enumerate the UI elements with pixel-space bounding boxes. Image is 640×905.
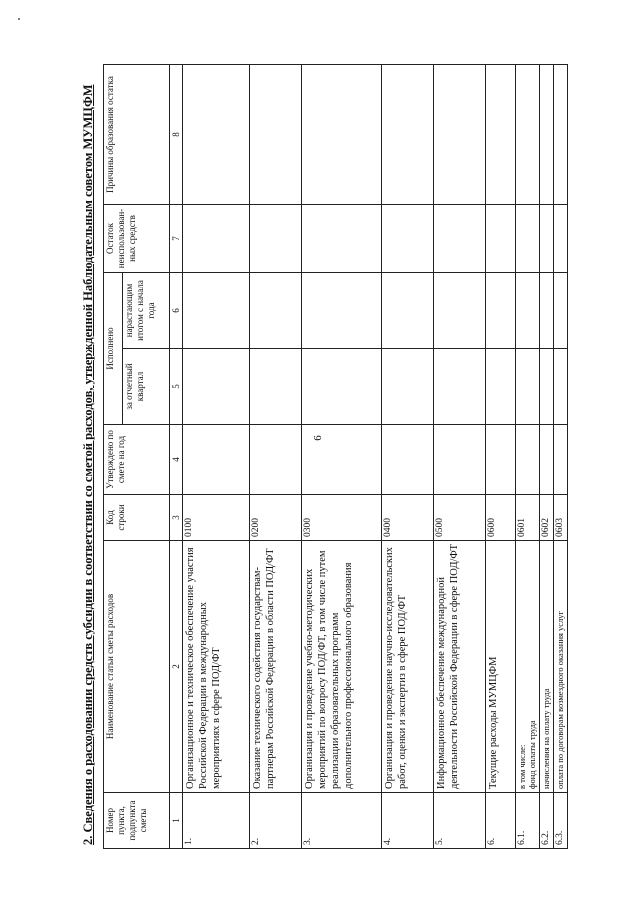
column-number: 8 bbox=[170, 65, 183, 205]
header-approved: Утверждено по смете на год bbox=[104, 425, 170, 495]
header-reasons: Причины образования остатка bbox=[104, 65, 170, 205]
row-number: 6.3. bbox=[554, 793, 568, 849]
empty-cell bbox=[382, 273, 434, 349]
header-executed: Исполнено bbox=[104, 273, 123, 425]
row-code: 0500 bbox=[434, 495, 486, 541]
row-name-prefix: в том числе: bbox=[517, 744, 527, 789]
empty-cell bbox=[554, 273, 568, 349]
empty-cell bbox=[540, 425, 554, 495]
table-row bbox=[540, 65, 554, 849]
empty-cell bbox=[516, 425, 540, 495]
row-name: Информационное обеспечение международной деятельности Российской Федерации в сфере ПОД/ФТ bbox=[434, 541, 486, 793]
empty-cell bbox=[486, 65, 516, 205]
row-name: Текущие расходы МУМЦФМ bbox=[486, 541, 516, 793]
table-row bbox=[516, 65, 540, 849]
row-number: 4. bbox=[382, 793, 434, 849]
empty-cell bbox=[382, 425, 434, 495]
empty-cell bbox=[183, 349, 250, 425]
table-row bbox=[486, 65, 516, 849]
header-number: Номер пункта, подпункта сметы bbox=[104, 793, 170, 849]
empty-cell bbox=[540, 273, 554, 349]
document-title: 2. Сведения о расходовании средств субсидии в соответствии со сметой расходов, утвержденной Наблюдательным советом МУМЦФМ bbox=[81, 84, 95, 845]
table-row bbox=[382, 65, 434, 849]
column-number: 6 bbox=[170, 273, 183, 349]
row-number: 6.1. bbox=[516, 793, 540, 849]
empty-cell bbox=[540, 65, 554, 205]
empty-cell bbox=[302, 205, 382, 273]
row-code: 0200 bbox=[250, 495, 302, 541]
empty-cell bbox=[486, 425, 516, 495]
header-name: Наименование статьи сметы расходов bbox=[104, 541, 170, 793]
empty-cell bbox=[516, 205, 540, 273]
empty-cell bbox=[302, 65, 382, 205]
row-name: Организация и проведение учебно-методических мероприятий по вопросу ПОД/ФТ, в том числе путем реализации образовательных программ дополнительного профессионального образования bbox=[302, 541, 382, 793]
header-remainder: Остаток неиспользован-ных средств bbox=[104, 205, 170, 273]
row-number: 3. bbox=[302, 793, 382, 849]
empty-cell bbox=[434, 349, 486, 425]
scan-speck bbox=[18, 18, 20, 20]
empty-cell bbox=[302, 273, 382, 349]
empty-cell bbox=[183, 273, 250, 349]
table-row bbox=[183, 65, 250, 849]
empty-cell bbox=[540, 205, 554, 273]
empty-cell bbox=[486, 273, 516, 349]
row-code: 0602 bbox=[540, 495, 554, 541]
empty-cell bbox=[250, 349, 302, 425]
row-name: начисления на оплату труда bbox=[540, 541, 554, 793]
empty-cell bbox=[554, 349, 568, 425]
empty-cell bbox=[434, 425, 486, 495]
row-code: 0400 bbox=[382, 495, 434, 541]
rotated-document bbox=[79, 59, 636, 849]
table-row bbox=[250, 65, 302, 849]
table-row bbox=[302, 65, 382, 849]
empty-cell bbox=[554, 425, 568, 495]
empty-cell bbox=[434, 65, 486, 205]
row-code: 0100 bbox=[183, 495, 250, 541]
header-executed-quarter: за отчетный квартал bbox=[123, 349, 170, 425]
row-number: 2. bbox=[250, 793, 302, 849]
row-name: оплата по договорам возмездного оказания услуг bbox=[554, 541, 568, 793]
empty-cell bbox=[516, 65, 540, 205]
column-number: 5 bbox=[170, 349, 183, 425]
row-name bbox=[516, 541, 540, 793]
row-number: 1. bbox=[183, 793, 250, 849]
header-code: Код строки bbox=[104, 495, 170, 541]
row-code: 0600 bbox=[486, 495, 516, 541]
empty-cell bbox=[250, 65, 302, 205]
empty-cell bbox=[302, 349, 382, 425]
empty-cell bbox=[250, 273, 302, 349]
empty-cell bbox=[183, 65, 250, 205]
table-row bbox=[434, 65, 486, 849]
empty-cell bbox=[516, 273, 540, 349]
empty-cell bbox=[382, 65, 434, 205]
page-number: 6 bbox=[312, 435, 324, 441]
empty-cell bbox=[486, 205, 516, 273]
column-number: 2 bbox=[170, 541, 183, 793]
empty-cell bbox=[554, 65, 568, 205]
row-name: Оказание технического содействия государствам-партнерам Российской Федерации в области ПОД/ФТ bbox=[250, 541, 302, 793]
row-number: 6. bbox=[486, 793, 516, 849]
empty-cell bbox=[250, 425, 302, 495]
expenses-table bbox=[103, 64, 568, 849]
empty-cell bbox=[516, 349, 540, 425]
empty-cell bbox=[382, 349, 434, 425]
empty-cell bbox=[554, 205, 568, 273]
empty-cell bbox=[302, 425, 382, 495]
column-number: 3 bbox=[170, 495, 183, 541]
column-number: 4 bbox=[170, 425, 183, 495]
column-number: 1 bbox=[170, 793, 183, 849]
row-name: Организационное и техническое обеспечение участия Российской Федерации в международных мероприятиях в сфере ПОД/ФТ bbox=[183, 541, 250, 793]
table-row bbox=[554, 65, 568, 849]
header-executed-cumulative: нарастающим итогом с начала года bbox=[123, 273, 170, 349]
row-code: 0603 bbox=[554, 495, 568, 541]
row-name: Организация и проведение научно-исследовательских работ, оценки и экспертиз в сфере ПОД/ФТ bbox=[382, 541, 434, 793]
empty-cell bbox=[540, 349, 554, 425]
empty-cell bbox=[434, 273, 486, 349]
column-numbers-row bbox=[170, 65, 183, 849]
column-number: 7 bbox=[170, 205, 183, 273]
empty-cell bbox=[434, 205, 486, 273]
empty-cell bbox=[183, 205, 250, 273]
row-name-text: фонд оплаты труда bbox=[527, 720, 537, 789]
empty-cell bbox=[250, 205, 302, 273]
row-code: 0300 bbox=[302, 495, 382, 541]
empty-cell bbox=[382, 205, 434, 273]
row-number: 6.2. bbox=[540, 793, 554, 849]
row-code: 0601 bbox=[516, 495, 540, 541]
empty-cell bbox=[486, 349, 516, 425]
empty-cell bbox=[183, 425, 250, 495]
row-number: 5. bbox=[434, 793, 486, 849]
